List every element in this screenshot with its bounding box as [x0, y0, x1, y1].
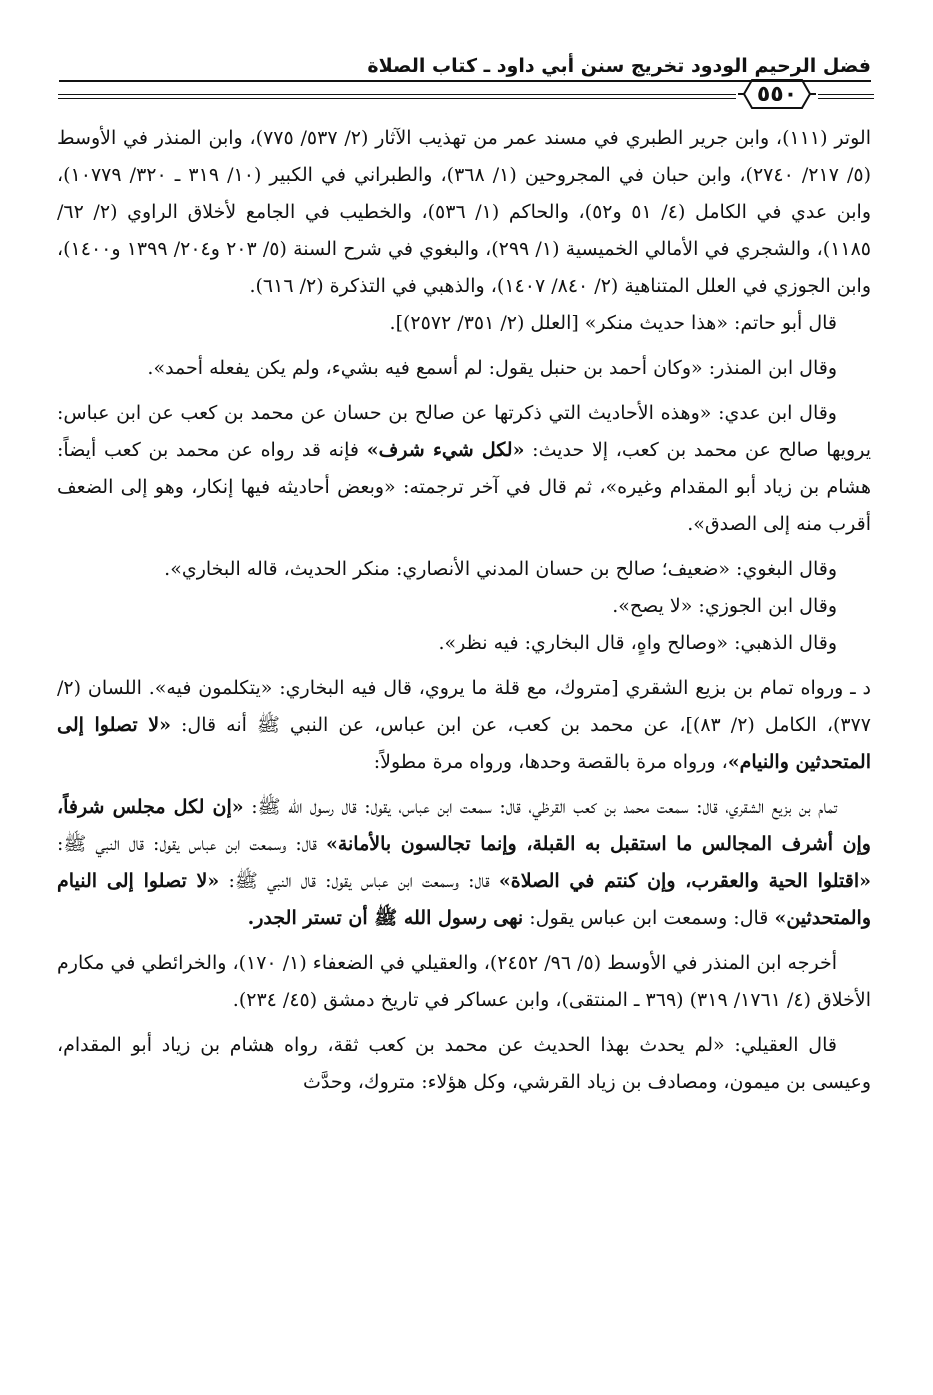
text-run: وقال ابن المنذر: «وكان أحمد بن حنبل يقول: لم أسمع فيه بشيء، ولم يكن يفعله أحمد». [147, 357, 837, 379]
paragraph [57, 120, 871, 305]
paragraph [57, 551, 871, 588]
header-double-rule-right [818, 94, 874, 99]
hadith-text: نهى رسول الله ﷺ أن تستر الجدر. [247, 907, 524, 929]
body-text [57, 120, 871, 1101]
paragraph [57, 945, 871, 1019]
text-run: ، ورواه مرة بالقصة وحدها، ورواه مرة مطولاً: [373, 751, 728, 773]
hadith-text: «لا تصلوا إلى النيام والمتحدثين» [57, 870, 871, 929]
text-run: قال أبو حاتم: «هذا حديث منكر» [العلل (٢/ ٣٥١/ ٢٥٧٢)]. [389, 312, 837, 334]
text-run: تمام بن بزيع الشقري، قال: سمعت محمد بن كعب القرظي، قال: سمعت ابن عباس، يقول: قال رسول الله ﷺ: [243, 796, 837, 818]
text-run: فإنه قد رواه عن محمد بن كعب أيضاً: هشام بن زياد أبو المقدام وغيره»، ثم قال في آخر ترجمته: «وبعض أحاديثه فيها إنكار، وهو إلى الضعف أقرب منه إلى الصدق». [57, 439, 871, 535]
hadith-text: «لا تصلوا إلى المتحدثين والنيام» [57, 714, 871, 773]
running-title: فضل الرحيم الودود تخريج سنن أبي داود ـ كتاب الصلاة [367, 55, 871, 77]
hadith-text: «اقتلوا الحية والعقرب، وإن كنتم في الصلاة» [498, 870, 872, 892]
page-number-ornament [736, 76, 818, 112]
paragraph [57, 350, 871, 387]
page-number: ٥٥٠ [756, 81, 798, 107]
paragraph [57, 588, 871, 625]
text-run: الوتر (١١١)، وابن جرير الطبري في مسند عمر من تهذيب الآثار (٢/ ٥٣٧/ ٧٧٥)، وابن المنذر في الأوسط (٥/ ٢١٧/ ٢٧٤٠)، وابن حبان في المجروحين (١/ ٣٦٨)، والطبراني في الكبير (١٠/ ٣١٩ ـ ٣٢٠/ ١٠٧٧٩)، وابن عدي في الكامل (٤/ ٥١ و٥٢)، والحاكم (١/ ٥٣٦)، والخطيب في الجامع لأخلاق الراوي (٢/ ٦٢/ ١١٨٥)، والشجري في الأمالي الخميسية (١/ ٢٩٩)، والبغوي في شرح السنة (٥/ ٢٠٣ و٢٠٤/ ١٣٩٩ و١٤٠٠)، وابن الجوزي في العلل المتناهية (٢/ ٨٤٠/ ١٤٠٧)، والذهبي في التذكرة (٢/ ٦١٦). [57, 127, 872, 297]
header-double-rule-left [58, 94, 736, 99]
text-run: قال: وسمعت ابن عباس يقول: قال النبي ﷺ: [219, 870, 499, 892]
text-run: وقال ابن عدي: «وهذه الأحاديث التي ذكرتها عن صالح بن حسان عن محمد بن كعب عن ابن عباس: يرويها صالح عن محمد بن كعب، إلا حديث: [57, 402, 871, 461]
text-run: وقال البغوي: «ضعيف؛ صالح بن حسان المدني الأنصاري: منكر الحديث، قاله البخاري». [164, 558, 837, 580]
paragraph [57, 625, 871, 662]
text-run: وقال الذهبي: «وصالح واهٍ، قال البخاري: فيه نظر». [438, 632, 837, 654]
paragraph [57, 789, 871, 937]
text-run: قال: وسمعت ابن عباس يقول: [523, 907, 775, 929]
hadith-text: «إن لكل مجلس شرفاً، وإن أشرف المجالس ما استقبل به القبلة، وإنما تجالسون بالأمانة» [57, 796, 871, 855]
paragraph [57, 395, 871, 543]
text-run: قال العقيلي: «لم يحدث بهذا الحديث عن محمد بن كعب ثقة، رواه هشام بن زياد أبو المقدام، وعيسى بن ميمون، ومصادف بن زياد القرشي، وكل هؤلاء: متروك، وحدَّث [57, 1034, 871, 1093]
text-run: وقال ابن الجوزي: «لا يصح». [612, 595, 837, 617]
hadith-text: «لكل شيء شرف» [366, 439, 525, 461]
text-run: د ـ ورواه تمام بن بزيع الشقري [متروك، مع قلة ما يروي، قال فيه البخاري: «يتكلمون فيه». اللسان (٢/ ٣٧٧)، الكامل (٢/ ٨٣)]، عن محمد بن كعب، عن ابن عباس، عن النبي ﷺ أنه قال: [57, 677, 871, 736]
paragraph [57, 305, 871, 342]
paragraph [57, 1027, 871, 1101]
text-run: قال: وسمعت ابن عباس يقول: قال النبي ﷺ: [57, 833, 326, 855]
text-run: أخرجه ابن المنذر في الأوسط (٥/ ٩٦/ ٢٤٥٢)، والعقيلي في الضعفاء (١/ ١٧٠)، والخرائطي في مكارم الأخلاق (٤/ ١٧٦١/ ٣١٩) (٣٦٩ ـ المنتقى)، وابن عساكر في تاريخ دمشق (٤٥/ ٢٣٤). [57, 952, 871, 1011]
paragraph [57, 670, 871, 781]
